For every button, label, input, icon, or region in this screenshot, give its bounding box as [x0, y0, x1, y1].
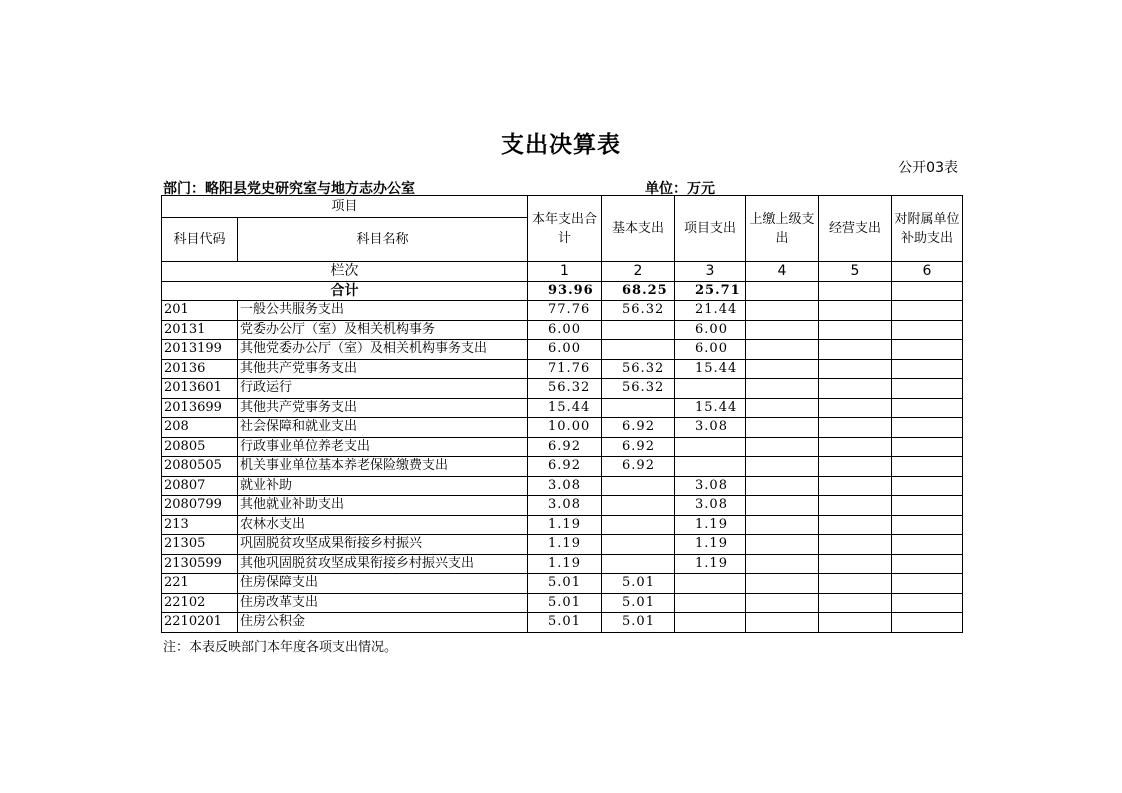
item-amount: 3.08: [675, 496, 746, 516]
subject-code: 213: [162, 515, 238, 535]
header-project: 项目: [162, 196, 528, 218]
department-label: 部门：略阳县党史研究室与地方志办公室: [163, 181, 415, 197]
empty-cell: [746, 379, 819, 399]
empty-cell: [746, 418, 819, 438]
total-amount: 5.01: [528, 613, 602, 633]
empty-cell: [819, 379, 892, 399]
total-amount: 6.00: [528, 320, 602, 340]
empty-cell: [819, 613, 892, 633]
empty-cell: [819, 281, 892, 301]
empty-cell: [819, 398, 892, 418]
subject-name: 农林水支出: [238, 515, 528, 535]
empty-cell: [746, 437, 819, 457]
subject-code: 2013699: [162, 398, 238, 418]
total-amount: 6.92: [528, 437, 602, 457]
empty-cell: [892, 554, 963, 574]
subject-name: 党委办公厅（室）及相关机构事务: [238, 320, 528, 340]
subject-code: 21305: [162, 535, 238, 555]
total-amount: 10.00: [528, 418, 602, 438]
item-amount: 1.19: [675, 554, 746, 574]
subject-code: 201: [162, 301, 238, 321]
total-amount: 1.19: [528, 515, 602, 535]
subject-name: 住房改革支出: [238, 593, 528, 613]
basic-amount: 6.92: [602, 457, 675, 477]
subject-name: 其他党委办公厅（室）及相关机构事务支出: [238, 340, 528, 360]
table-row: [162, 437, 963, 457]
unit-label: 单位：万元: [645, 181, 715, 197]
empty-cell: [819, 593, 892, 613]
empty-cell: [892, 593, 963, 613]
subject-name: 住房保障支出: [238, 574, 528, 594]
empty-cell: [892, 301, 963, 321]
table-row: [162, 359, 963, 379]
table-row: [162, 554, 963, 574]
empty-cell: [892, 574, 963, 594]
item-amount: [675, 457, 746, 477]
table-row: [162, 301, 963, 321]
empty-cell: [819, 554, 892, 574]
index-col: 4: [746, 262, 819, 282]
item-amount: 6.00: [675, 340, 746, 360]
empty-cell: [819, 535, 892, 555]
subject-name: 社会保障和就业支出: [238, 418, 528, 438]
header-basic: 基本支出: [602, 196, 675, 262]
total-amount: 5.01: [528, 574, 602, 594]
item-amount: 3.08: [675, 418, 746, 438]
basic-amount: [602, 340, 675, 360]
subject-code: 2080505: [162, 457, 238, 477]
empty-cell: [892, 359, 963, 379]
header-operating: 经营支出: [819, 196, 892, 262]
empty-cell: [819, 340, 892, 360]
subject-code: 20805: [162, 437, 238, 457]
total-amount: 71.76: [528, 359, 602, 379]
table-row: [162, 574, 963, 594]
table-row: [162, 398, 963, 418]
form-number: 公开03表: [898, 160, 958, 176]
empty-cell: [746, 613, 819, 633]
empty-cell: [746, 535, 819, 555]
basic-amount: [602, 535, 675, 555]
total-amount: 3.08: [528, 476, 602, 496]
header-total: 本年支出合计: [528, 196, 602, 262]
table-row: [162, 476, 963, 496]
total-amount: 6.00: [528, 340, 602, 360]
empty-cell: [746, 476, 819, 496]
total-amount: 5.01: [528, 593, 602, 613]
item-amount: [675, 613, 746, 633]
basic-amount: [602, 554, 675, 574]
item-amount: 3.08: [675, 476, 746, 496]
table-row: [162, 320, 963, 340]
subject-code: 2130599: [162, 554, 238, 574]
empty-cell: [892, 340, 963, 360]
empty-cell: [892, 418, 963, 438]
subject-code: 208: [162, 418, 238, 438]
total-label: 合计: [162, 281, 528, 301]
subject-name: 机关事业单位基本养老保险缴费支出: [238, 457, 528, 477]
table-row: [162, 593, 963, 613]
total-amount: 56.32: [528, 379, 602, 399]
empty-cell: [819, 457, 892, 477]
empty-cell: [892, 437, 963, 457]
basic-amount: [602, 496, 675, 516]
total-item: 25.71: [675, 281, 746, 301]
empty-cell: [892, 476, 963, 496]
empty-cell: [892, 379, 963, 399]
index-col: 6: [892, 262, 963, 282]
empty-cell: [746, 359, 819, 379]
basic-amount: [602, 476, 675, 496]
table-row: [162, 613, 963, 633]
subject-code: 2013199: [162, 340, 238, 360]
table-row: [162, 379, 963, 399]
item-amount: 21.44: [675, 301, 746, 321]
basic-amount: 5.01: [602, 593, 675, 613]
subject-name: 一般公共服务支出: [238, 301, 528, 321]
footnote: 注：本表反映部门本年度各项支出情况。: [163, 640, 398, 655]
item-amount: [675, 379, 746, 399]
basic-amount: [602, 320, 675, 340]
total-amount: 3.08: [528, 496, 602, 516]
basic-amount: [602, 398, 675, 418]
empty-cell: [746, 593, 819, 613]
subject-name: 其他就业补助支出: [238, 496, 528, 516]
empty-cell: [746, 340, 819, 360]
index-col: 5: [819, 262, 892, 282]
total-amount: 6.92: [528, 457, 602, 477]
empty-cell: [746, 281, 819, 301]
item-amount: 1.19: [675, 515, 746, 535]
subject-name: 行政事业单位养老支出: [238, 437, 528, 457]
empty-cell: [892, 398, 963, 418]
item-amount: 15.44: [675, 359, 746, 379]
table-row: [162, 535, 963, 555]
empty-cell: [819, 515, 892, 535]
item-amount: [675, 593, 746, 613]
table-row: [162, 457, 963, 477]
table-row: [162, 418, 963, 438]
empty-cell: [746, 398, 819, 418]
subject-name: 行政运行: [238, 379, 528, 399]
index-col: 2: [602, 262, 675, 282]
empty-cell: [819, 476, 892, 496]
item-amount: 15.44: [675, 398, 746, 418]
item-amount: [675, 574, 746, 594]
empty-cell: [819, 301, 892, 321]
item-amount: 6.00: [675, 320, 746, 340]
empty-cell: [746, 320, 819, 340]
page-title: 支出决算表: [501, 132, 621, 158]
empty-cell: [746, 496, 819, 516]
empty-cell: [892, 496, 963, 516]
subject-name: 巩固脱贫攻坚成果衔接乡村振兴: [238, 535, 528, 555]
empty-cell: [819, 359, 892, 379]
subject-code: 2013601: [162, 379, 238, 399]
empty-cell: [819, 418, 892, 438]
header-name: 科目名称: [238, 218, 528, 262]
empty-cell: [819, 496, 892, 516]
table-row: [162, 496, 963, 516]
header-code: 科目代码: [162, 218, 238, 262]
subject-code: 20807: [162, 476, 238, 496]
empty-cell: [892, 281, 963, 301]
empty-cell: [746, 301, 819, 321]
total-amount: 77.76: [528, 301, 602, 321]
item-amount: 1.19: [675, 535, 746, 555]
empty-cell: [819, 437, 892, 457]
basic-amount: 6.92: [602, 437, 675, 457]
total-amount: 15.44: [528, 398, 602, 418]
subject-code: 22102: [162, 593, 238, 613]
index-col: 3: [675, 262, 746, 282]
basic-amount: 6.92: [602, 418, 675, 438]
basic-amount: 56.32: [602, 359, 675, 379]
basic-amount: 56.32: [602, 301, 675, 321]
empty-cell: [819, 320, 892, 340]
subject-code: 2080799: [162, 496, 238, 516]
empty-cell: [892, 613, 963, 633]
header-upper: 上缴上级支出: [746, 196, 819, 262]
empty-cell: [892, 535, 963, 555]
basic-amount: 5.01: [602, 574, 675, 594]
empty-cell: [892, 457, 963, 477]
empty-cell: [746, 574, 819, 594]
subject-name: 就业补助: [238, 476, 528, 496]
basic-amount: 56.32: [602, 379, 675, 399]
item-amount: [675, 437, 746, 457]
subject-code: 20136: [162, 359, 238, 379]
expenditure-table: [161, 195, 963, 633]
subject-code: 221: [162, 574, 238, 594]
subject-code: 20131: [162, 320, 238, 340]
subject-name: 其他共产党事务支出: [238, 398, 528, 418]
total-amount: 93.96: [528, 281, 602, 301]
empty-cell: [892, 320, 963, 340]
basic-amount: [602, 515, 675, 535]
subject-name: 其他巩固脱贫攻坚成果衔接乡村振兴支出: [238, 554, 528, 574]
subject-code: 2210201: [162, 613, 238, 633]
empty-cell: [746, 515, 819, 535]
total-basic: 68.25: [602, 281, 675, 301]
empty-cell: [746, 457, 819, 477]
index-col: 1: [528, 262, 602, 282]
header-subsidy: 对附属单位补助支出: [892, 196, 963, 262]
basic-amount: 5.01: [602, 613, 675, 633]
total-amount: 1.19: [528, 535, 602, 555]
empty-cell: [819, 574, 892, 594]
empty-cell: [892, 515, 963, 535]
empty-cell: [746, 554, 819, 574]
header-item: 项目支出: [675, 196, 746, 262]
subject-name: 住房公积金: [238, 613, 528, 633]
table-row: [162, 515, 963, 535]
index-label: 栏次: [162, 262, 528, 282]
subject-name: 其他共产党事务支出: [238, 359, 528, 379]
total-amount: 1.19: [528, 554, 602, 574]
table-row: [162, 340, 963, 360]
